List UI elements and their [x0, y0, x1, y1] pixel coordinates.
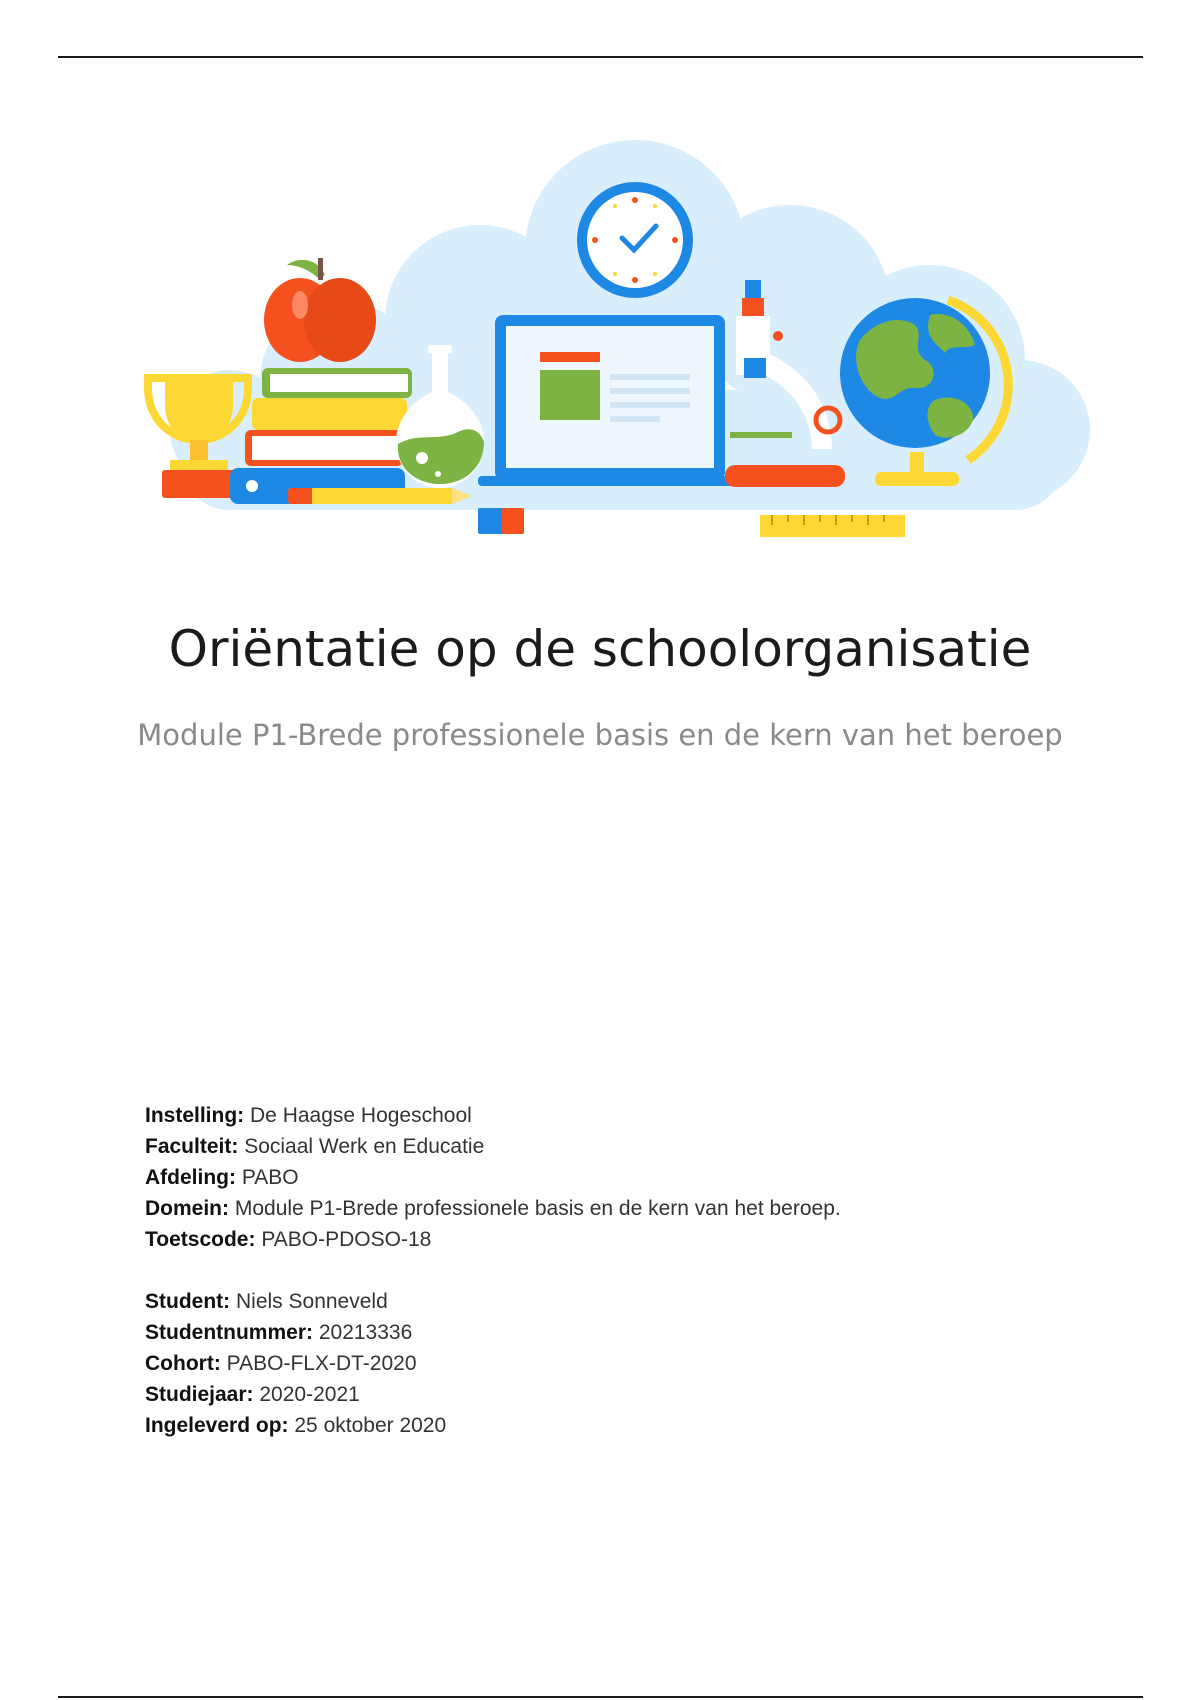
clock-icon — [577, 182, 693, 298]
info-row-studiejaar — [145, 1379, 446, 1410]
info-label: Afdeling: — [145, 1166, 236, 1189]
info-label: Student: — [145, 1290, 231, 1313]
institution-info — [145, 1100, 841, 1255]
info-row-student — [145, 1286, 446, 1317]
info-row-studentnummer — [145, 1317, 446, 1348]
document-subtitle: Module P1-Brede professionele basis en de kern van het beroep — [137, 718, 1063, 752]
info-label: Domein: — [145, 1197, 229, 1220]
info-value: Sociaal Werk en Educatie — [244, 1135, 485, 1158]
eraser-icon — [478, 508, 524, 534]
info-row-domein — [145, 1193, 841, 1224]
pencil-icon — [288, 488, 472, 504]
info-label: Instelling: — [145, 1104, 245, 1127]
document-title: Oriëntatie op de schoolorganisatie — [168, 620, 1032, 678]
apple-icon — [264, 258, 376, 362]
info-value: PABO-PDOSO-18 — [261, 1228, 432, 1251]
info-value: PABO-FLX-DT-2020 — [226, 1352, 417, 1375]
info-label: Cohort: — [145, 1352, 221, 1375]
info-row-cohort — [145, 1348, 446, 1379]
info-value: De Haagse Hogeschool — [250, 1104, 472, 1127]
info-value: Module P1-Brede professionele basis en de kern van het beroep. — [234, 1197, 841, 1220]
info-value: 2020-2021 — [259, 1383, 360, 1406]
ruler-icon — [760, 515, 905, 537]
info-value: 20213336 — [318, 1321, 413, 1344]
info-row-faculteit — [145, 1131, 841, 1162]
bottom-rule — [58, 1696, 1143, 1698]
info-label: Studentnummer: — [145, 1321, 313, 1344]
info-row-afdeling — [145, 1162, 841, 1193]
info-row-toetscode — [145, 1224, 841, 1255]
info-row-instelling — [145, 1100, 841, 1131]
education-cover-illustration — [140, 130, 1100, 550]
info-value: Niels Sonneveld — [236, 1290, 388, 1313]
info-row-ingeleverd — [145, 1410, 446, 1441]
info-label: Faculteit: — [145, 1135, 239, 1158]
info-value: PABO — [241, 1166, 299, 1189]
info-label: Toetscode: — [145, 1228, 256, 1251]
info-value: 25 oktober 2020 — [294, 1414, 447, 1437]
top-rule — [58, 56, 1143, 58]
info-label: Studiejaar: — [145, 1383, 254, 1406]
laptop-icon — [478, 315, 742, 486]
student-info — [145, 1286, 446, 1441]
info-label: Ingeleverd op: — [145, 1414, 289, 1437]
